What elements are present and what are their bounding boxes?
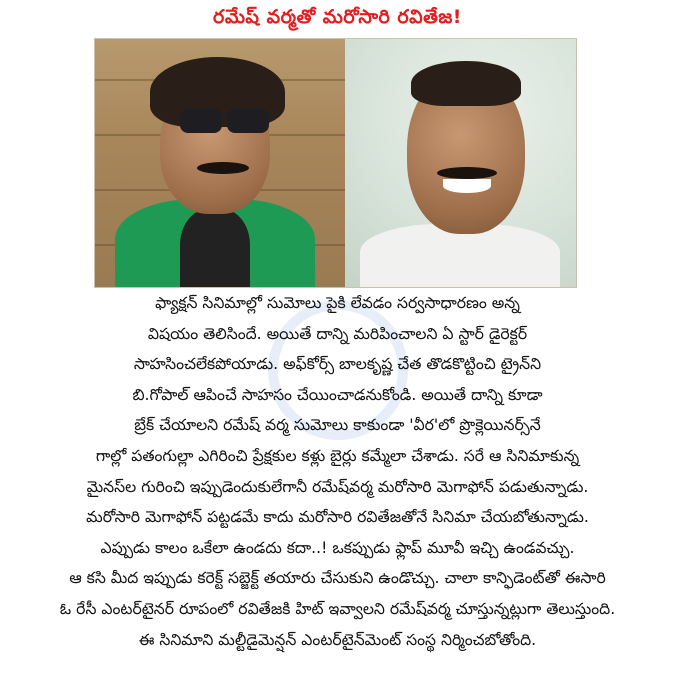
director-mustache xyxy=(437,167,497,179)
sunglasses-right-lens xyxy=(227,109,269,133)
paragraph-line: బి.గోపాల్ ఆపించే సాహసం చేయించాడనుకోండి. అయితే దాన్ని కూడా xyxy=(132,384,543,404)
paragraph-line: గాల్లో పతంగుల్లా ఎగిరించి ప్రేక్షకుల కళ్లు బైర్లు కమ్మేలా చేశాడు. సరే ఆ సినిమాకున్న xyxy=(95,445,580,465)
paragraph-line: ఆ కసి మీద ఇప్పుడు కరెక్ట్ సబ్జెక్ట్ తయారు చేసుకుని ఉండొచ్చు. చాలా కాన్ఫిడెంట్‌తో ఈసారి xyxy=(69,568,606,588)
article-body xyxy=(0,288,675,655)
paragraph-line: బ్రేక్ చేయాలని రమేష్ వర్మ సుమోలు కాకుండా 'వీర'లో ప్రొక్లెయినర్స్‌నే xyxy=(134,415,541,435)
paragraph-line: ఓ రేసీ ఎంటర్‌టైనర్ రూపంలో రవితేజకి హిట్ ఇవ్వాలని రమేష్‌వర్మ చూస్తున్నట్లుగా తెలుస్తుంది. xyxy=(59,598,616,618)
article-headline: రమేష్ వర్మతో మరోసారి రవితేజ! xyxy=(213,6,462,28)
article-photo xyxy=(94,38,577,288)
paragraph-line: మైనస్‌ల గురించి ఇప్పుడెందుకులేగానీ రమేష్‌వర్మ మరోసారి మెగాఫోన్ పడుతున్నాడు. xyxy=(86,476,589,496)
paragraph-line: ఎప్పుడు కాలం ఒకేలా ఉండదు కదా..! ఒకప్పుడు ఫ్లాప్ మూవీ ఇచ్చి ఉండవచ్చు. xyxy=(100,537,575,557)
actor-mustache xyxy=(197,162,249,174)
paragraph-line: మరోసారి మెగాఫోన్ పట్టడమే కాదు మరోసారి రవితేజతోనే సినిమా చేయబోతున్నాడు. xyxy=(86,507,589,527)
director-smile xyxy=(443,179,491,193)
director-hair xyxy=(411,61,521,106)
director-photo xyxy=(345,39,576,287)
paragraph-line: ఫ్యాక్షన్ సినిమాల్లో సుమోలు పైకి లేవడం సర్వసాధారణం అన్న xyxy=(155,293,520,312)
dark-shirt xyxy=(180,209,250,288)
paragraph-line: ఈ సినిమాని మల్టీడైమెన్షన్ ఎంటర్‌టైన్‌మెంట్ సంస్థ నిర్మించబోతోంది. xyxy=(138,629,537,649)
paragraph-line: సాహసించలేకపోయాడు. అఫ్‌కోర్స్ బాలకృష్ణ చేత తొడకొట్టించి ట్రైన్‌ని xyxy=(133,354,542,374)
paragraph-line: విషయం తెలిసిందే. అయితే దాన్ని మరిపించాలని ఏ స్టార్ డైరెక్టర్ xyxy=(147,323,528,343)
sunglasses-left-lens xyxy=(180,109,222,133)
actor-photo xyxy=(95,39,345,287)
